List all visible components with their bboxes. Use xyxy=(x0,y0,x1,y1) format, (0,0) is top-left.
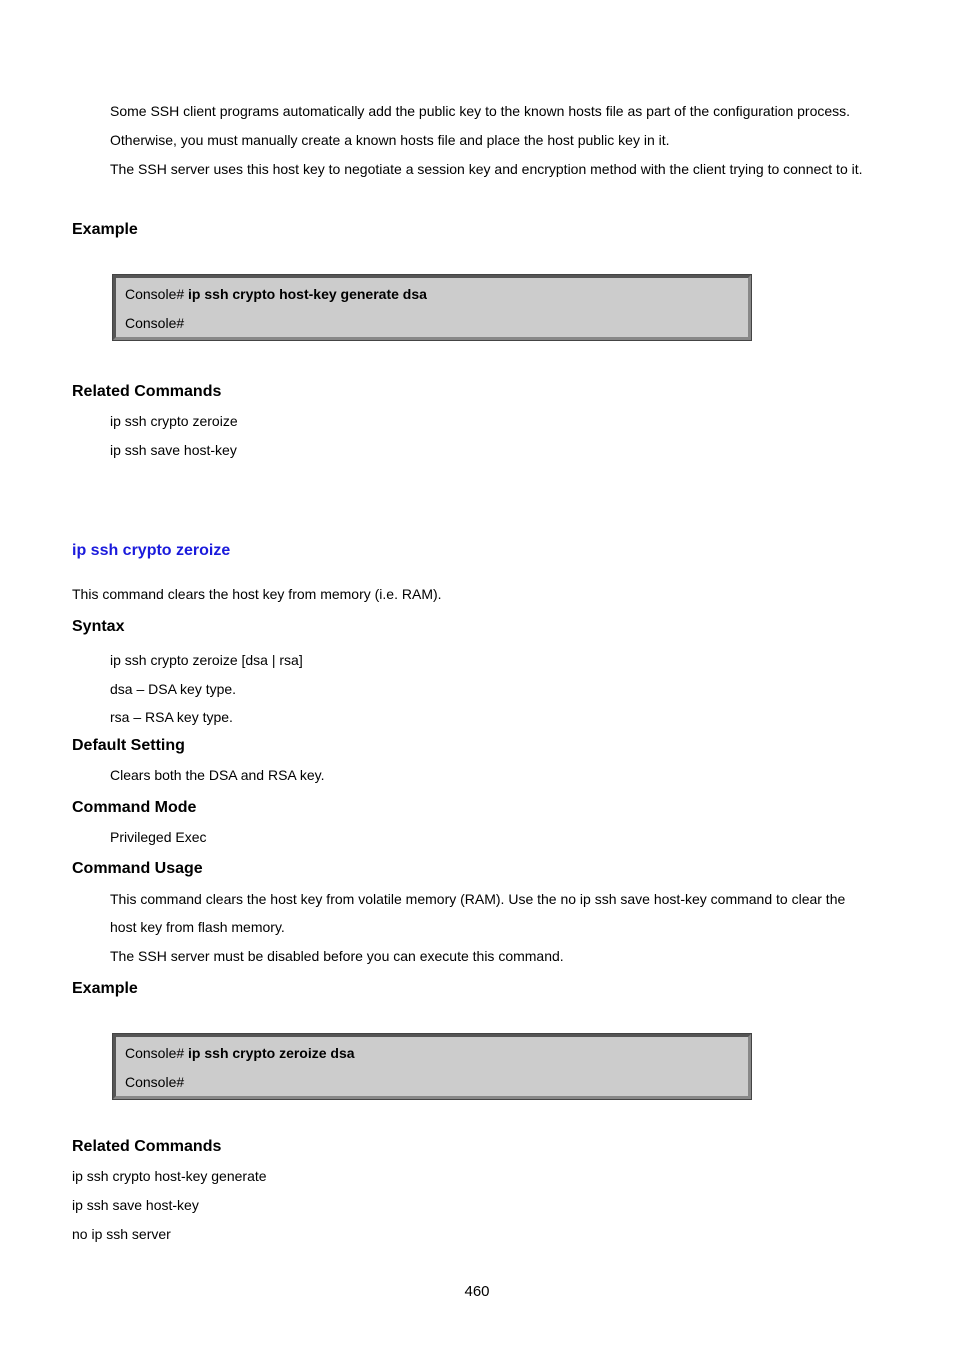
syntax-param: dsa – DSA key type. xyxy=(110,681,237,697)
command-usage-text: This command clears the host key from volatile memory (RAM). Use the no ip ssh save host-key command to clear the xyxy=(110,891,846,907)
default-setting-text: Clears both the DSA and RSA key. xyxy=(110,767,325,783)
command-usage-heading: Command Usage xyxy=(72,860,203,877)
related-command-item: ip ssh crypto zeroize xyxy=(110,413,238,429)
related-commands-heading: Related Commands xyxy=(72,1138,222,1155)
console-prompt: Console# xyxy=(125,1045,185,1061)
code-example-box xyxy=(113,275,751,340)
related-command-item: ip ssh save host-key xyxy=(72,1197,199,1213)
syntax-command: ip ssh crypto zeroize [dsa | rsa] xyxy=(110,652,303,668)
related-command-item: ip ssh crypto host-key generate xyxy=(72,1168,267,1184)
command-mode-text: Privileged Exec xyxy=(110,829,207,845)
intro-paragraph-3: The SSH server uses this host key to negotiate a session key and encryption method with the client trying to connect to it. xyxy=(110,161,863,177)
default-setting-heading: Default Setting xyxy=(72,737,185,754)
console-prompt: Console# xyxy=(125,1074,185,1090)
example-heading: Example xyxy=(72,980,138,997)
section-description: This command clears the host key from memory (i.e. RAM). xyxy=(72,586,442,602)
syntax-param: rsa – RSA key type. xyxy=(110,709,233,725)
example-heading: Example xyxy=(72,221,138,238)
related-commands-heading: Related Commands xyxy=(72,383,222,400)
command-mode-heading: Command Mode xyxy=(72,799,197,816)
related-command-item: no ip ssh server xyxy=(72,1226,171,1242)
code-example-box xyxy=(113,1034,751,1099)
code-line-command xyxy=(125,285,427,303)
command-usage-text: host key from flash memory. xyxy=(110,919,285,935)
command-usage-text: The SSH server must be disabled before you can execute this command. xyxy=(110,948,564,964)
section-title-link[interactable]: ip ssh crypto zeroize xyxy=(72,542,231,559)
related-command-item: ip ssh save host-key xyxy=(110,442,237,458)
intro-paragraph-1: Some SSH client programs automatically add the public key to the known hosts file as part of the configuration process. xyxy=(110,103,851,119)
console-prompt: Console# xyxy=(125,286,185,302)
console-prompt: Console# xyxy=(125,315,185,331)
console-command: ip ssh crypto zeroize dsa xyxy=(188,1045,355,1061)
intro-paragraph-2: Otherwise, you must manually create a known hosts file and place the host public key in it. xyxy=(110,132,670,148)
console-command: ip ssh crypto host-key generate dsa xyxy=(188,286,427,302)
code-line-command xyxy=(125,1044,355,1062)
page-number: 460 xyxy=(464,1283,490,1300)
syntax-heading: Syntax xyxy=(72,618,125,635)
